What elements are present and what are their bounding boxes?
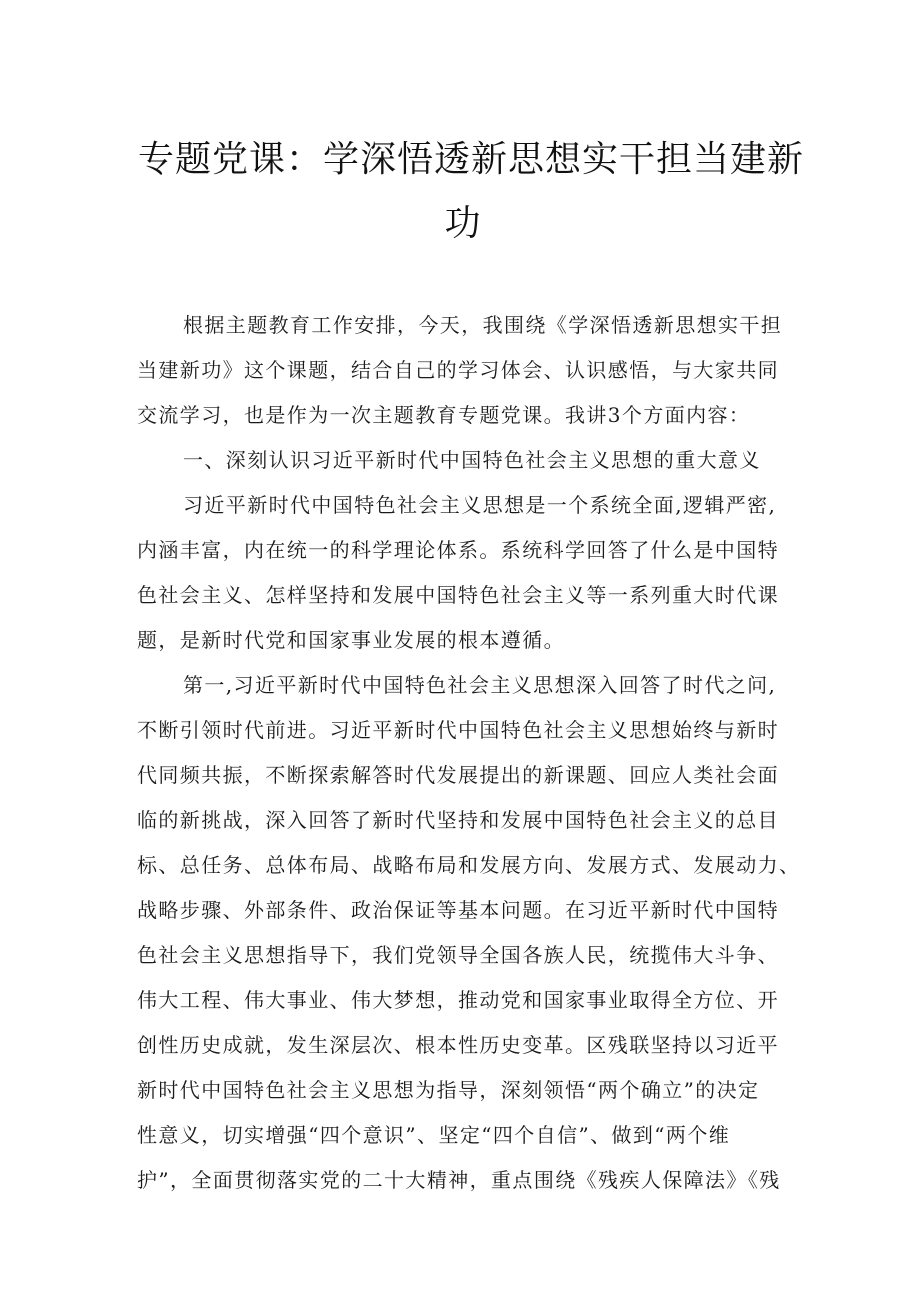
paragraph-line: 代同频共振，不断探索解答时代发展提出的新课题、回应人类社会面: [137, 763, 779, 787]
paragraph-line: 第一,习近平新时代中国特色社会主义思想深入回答了时代之问,: [183, 673, 777, 697]
paragraph-line: 习近平新时代中国特色社会主义思想是一个系统全面,逻辑严密,: [183, 493, 777, 517]
paragraph-line: 当建新功》这个课题，结合自己的学习体会、认识感悟，与大家共同: [137, 358, 779, 382]
paragraph-line: 不断引领时代前进。习近平新时代中国特色社会主义思想始终与新时: [137, 718, 779, 742]
paragraph-line: 色社会主义思想指导下，我们党领导全国各族人民，统揽伟大斗争、: [137, 943, 779, 967]
paragraph-line: 根据主题教育工作安排，今天，我围绕《学深悟透新思想实干担: [183, 313, 783, 337]
paragraph-line: 护”，全面贯彻落实党的二十大精神，重点围绕《残疾人保障法》《残: [137, 1168, 781, 1192]
paragraph-line: 战略步骤、外部条件、政治保证等基本问题。在习近平新时代中国特: [137, 898, 779, 922]
title-line-2: 功: [444, 203, 482, 244]
paragraph-line: 性意义，切实增强“四个意识”、坚定“四个自信”、做到“两个维: [137, 1123, 731, 1147]
paragraph-line: 交流学习，也是作为一次主题教育专题党课。我讲3个方面内容：: [137, 403, 751, 427]
paragraph-line: 标、总任务、总体布局、战略布局和发展方向、发展方式、发展动力、: [137, 853, 801, 877]
document-title: [138, 128, 805, 256]
paragraph-line: 新时代中国特色社会主义思想为指导，深刻领悟“两个确立”的决定: [137, 1078, 760, 1102]
paragraph-line: 临的新挑战，深入回答了新时代坚持和发展中国特色社会主义的总目: [137, 808, 779, 832]
paragraph-line: 内涵丰富，内在统一的科学理论体系。系统科学回答了什么是中国特: [137, 538, 779, 562]
document-body: [137, 303, 801, 1203]
title-line-1: 专题党课：学深悟透新思想实干担当建新: [138, 139, 805, 180]
paragraph-line: 伟大工程、伟大事业、伟大梦想，推动党和国家事业取得全方位、开: [137, 988, 779, 1012]
paragraph-line: 创性历史成就，发生深层次、根本性历史变革。区残联坚持以习近平: [137, 1033, 779, 1057]
paragraph-line: 题，是新时代党和国家事业发展的根本遵循。: [137, 628, 565, 652]
section-heading: 一、深刻认识习近平新时代中国特色社会主义思想的重大意义: [183, 448, 761, 472]
paragraph-line: 色社会主义、怎样坚持和发展中国特色社会主义等一系列重大时代课: [137, 583, 779, 607]
